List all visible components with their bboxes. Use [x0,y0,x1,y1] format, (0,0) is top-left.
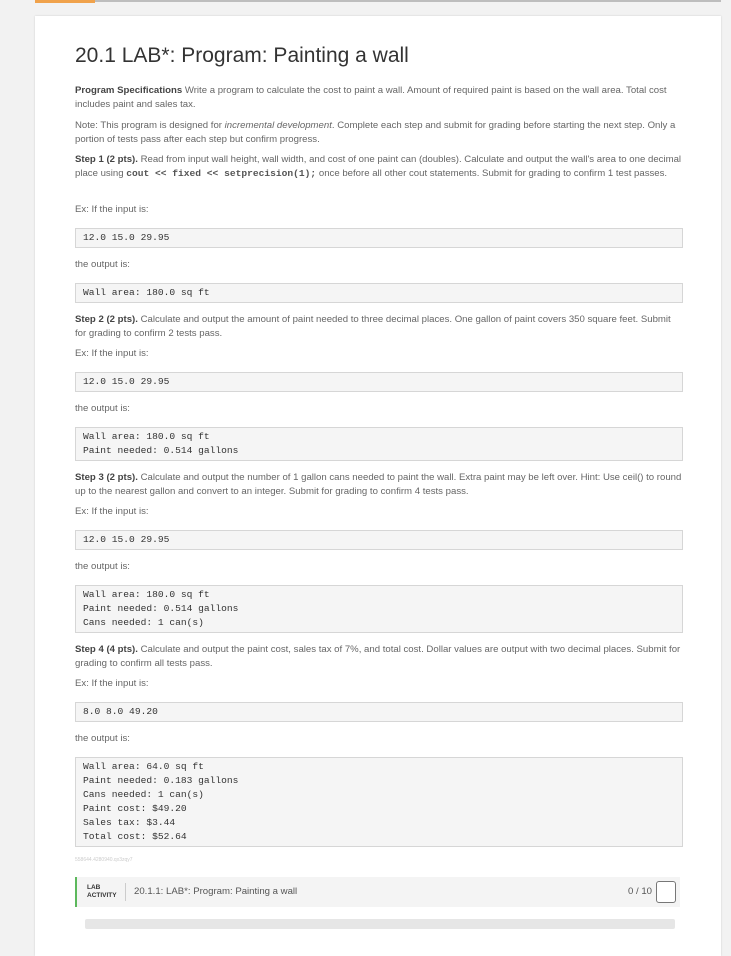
step1-output-label: the output is: [75,259,130,270]
top-progress-accent [35,0,95,3]
step1-label: Step 1 (2 pts). [75,154,138,165]
step2-ex-label: Ex: If the input is: [75,348,149,359]
page-title: 20.1 LAB*: Program: Painting a wall [75,44,409,67]
step1-ex-label: Ex: If the input is: [75,204,149,215]
step4-output-label: the output is: [75,733,130,744]
lab-activity-bar[interactable] [75,877,680,907]
lab-editor-toolbar [85,919,675,929]
step3-label: Step 3 (2 pts). [75,472,138,483]
incremental-note [75,119,682,147]
note-emphasis: incremental development [224,120,332,131]
lab-divider [125,883,126,901]
step3-output-box: Wall area: 180.0 sq ft Paint needed: 0.514 gallons Cans needed: 1 can(s) [75,585,683,633]
step1-input-box: 12.0 15.0 29.95 [75,228,683,248]
step4-input-box: 8.0 8.0 49.20 [75,702,683,722]
step2-output-label: the output is: [75,403,130,414]
lab-activity-title: 20.1.1: LAB*: Program: Painting a wall [134,886,298,897]
note-suffix: . Complete each step and submit for grading before starting the next step. Only a portion of tests pass after each step but confirm progress. [75,120,676,145]
step2-description [75,313,682,341]
completion-checkbox-icon [656,881,676,903]
step3-ex-label: Ex: If the input is: [75,506,149,517]
step1-text-a: Read from input wall height, wall width, and cost of one paint can (doubles). Calculate and output the wall's area to one decimal place using [75,154,682,179]
lab-activity-tag [87,884,117,900]
step2-label: Step 2 (2 pts). [75,314,138,325]
top-progress-track [35,0,721,2]
step1-output-box: Wall area: 180.0 sq ft [75,283,683,303]
step1-text-b: once before all other cout statements. Submit for grading to confirm 1 test passes. [316,168,668,179]
step4-output-box: Wall area: 64.0 sq ft Paint needed: 0.183 gallons Cans needed: 1 can(s) Paint cost: $49.20 Sales tax: $3.44 Total cost: $52.64 [75,757,683,847]
lab-id: 558644.4280940.qx3zqy7 [75,857,133,863]
step2-output-box: Wall area: 180.0 sq ft Paint needed: 0.514 gallons [75,427,683,461]
step4-label: Step 4 (4 pts). [75,644,138,655]
content-card [35,16,721,956]
spec-text: Write a program to calculate the cost to paint a wall. Amount of required paint is based on the wall area. Total cost includes paint and sales tax. [75,85,667,110]
step3-description [75,471,682,499]
lab-score: 0 / 10 [627,886,652,897]
lab-tag-line2: ACTIVITY [87,892,117,899]
step1-code: cout << fixed << setprecision(1); [126,168,317,179]
step4-text: Calculate and output the paint cost, sales tax of 7%, and total cost. Dollar values are output with two decimal places. Submit for grading to confirm all tests pass. [75,644,681,669]
lab-tag-line1: LAB [87,884,101,891]
step3-output-label: the output is: [75,561,130,572]
step2-text: Calculate and output the amount of paint needed to three decimal places. One gallon of paint covers 350 square feet. Submit for grading to confirm 2 tests pass. [75,314,671,339]
step3-input-box: 12.0 15.0 29.95 [75,530,683,550]
step2-input-box: 12.0 15.0 29.95 [75,372,683,392]
step4-ex-label: Ex: If the input is: [75,678,149,689]
step1-description [75,153,682,181]
step3-text: Calculate and output the number of 1 gallon cans needed to paint the wall. Extra paint may be left over. Hint: Use ceil() to round up to the nearest gallon and convert to an integer. Submit for grading to confirm 4 tests pass. [75,472,682,497]
spec-label: Program Specifications [75,85,183,96]
note-prefix: Note: This program is designed for [75,120,225,131]
step4-description [75,643,682,671]
program-specifications [75,84,682,112]
